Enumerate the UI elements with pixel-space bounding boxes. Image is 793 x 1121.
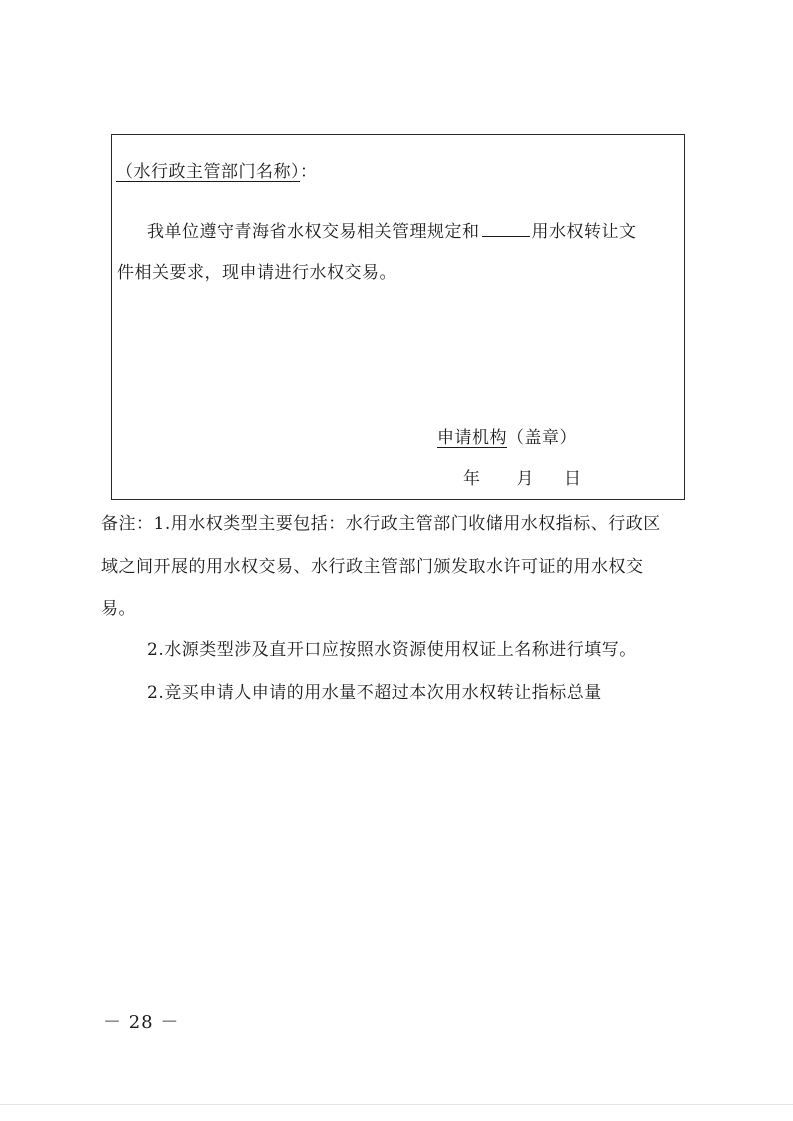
note-line-2: 域之间开展的用水权交易、水行政主管部门颁发取水许可证的用水权交	[101, 557, 644, 577]
addressee-line	[116, 160, 318, 184]
note-line-5: 2.竞买申请人申请的用水量不超过本次用水权转让指标总量	[147, 683, 602, 703]
date-line	[463, 467, 582, 491]
fill-in-blank	[482, 218, 530, 237]
page-number: － 28 －	[103, 1012, 180, 1033]
date-month: 月	[516, 469, 534, 489]
date-year: 年	[463, 469, 481, 489]
seal-label: （盖章）	[507, 428, 577, 448]
application-body-line-1	[147, 218, 637, 244]
body-text-after-blank: 用水权转让文	[531, 222, 637, 242]
date-day: 日	[564, 469, 582, 489]
application-form-box	[111, 134, 685, 500]
applicant-label: 申请机构	[437, 428, 507, 448]
note-line-3: 易。	[101, 599, 136, 619]
body-text-before-blank: 我单位遵守青海省水权交易相关管理规定和	[147, 222, 480, 242]
application-body-line-2: 件相关要求，现申请进行水权交易。	[117, 263, 397, 283]
note-line-4: 2.水源类型涉及直开口应按照水资源使用权证上名称进行填写。	[147, 640, 637, 660]
addressee-name: （水行政主管部门名称）	[116, 162, 300, 182]
note-line-1: 备注：1.用水权类型主要包括：水行政主管部门收储用水权指标、行政区	[101, 514, 661, 534]
applicant-signature-line	[437, 426, 577, 450]
addressee-colon: ：	[300, 162, 318, 182]
scan-edge-line	[0, 1104, 793, 1105]
